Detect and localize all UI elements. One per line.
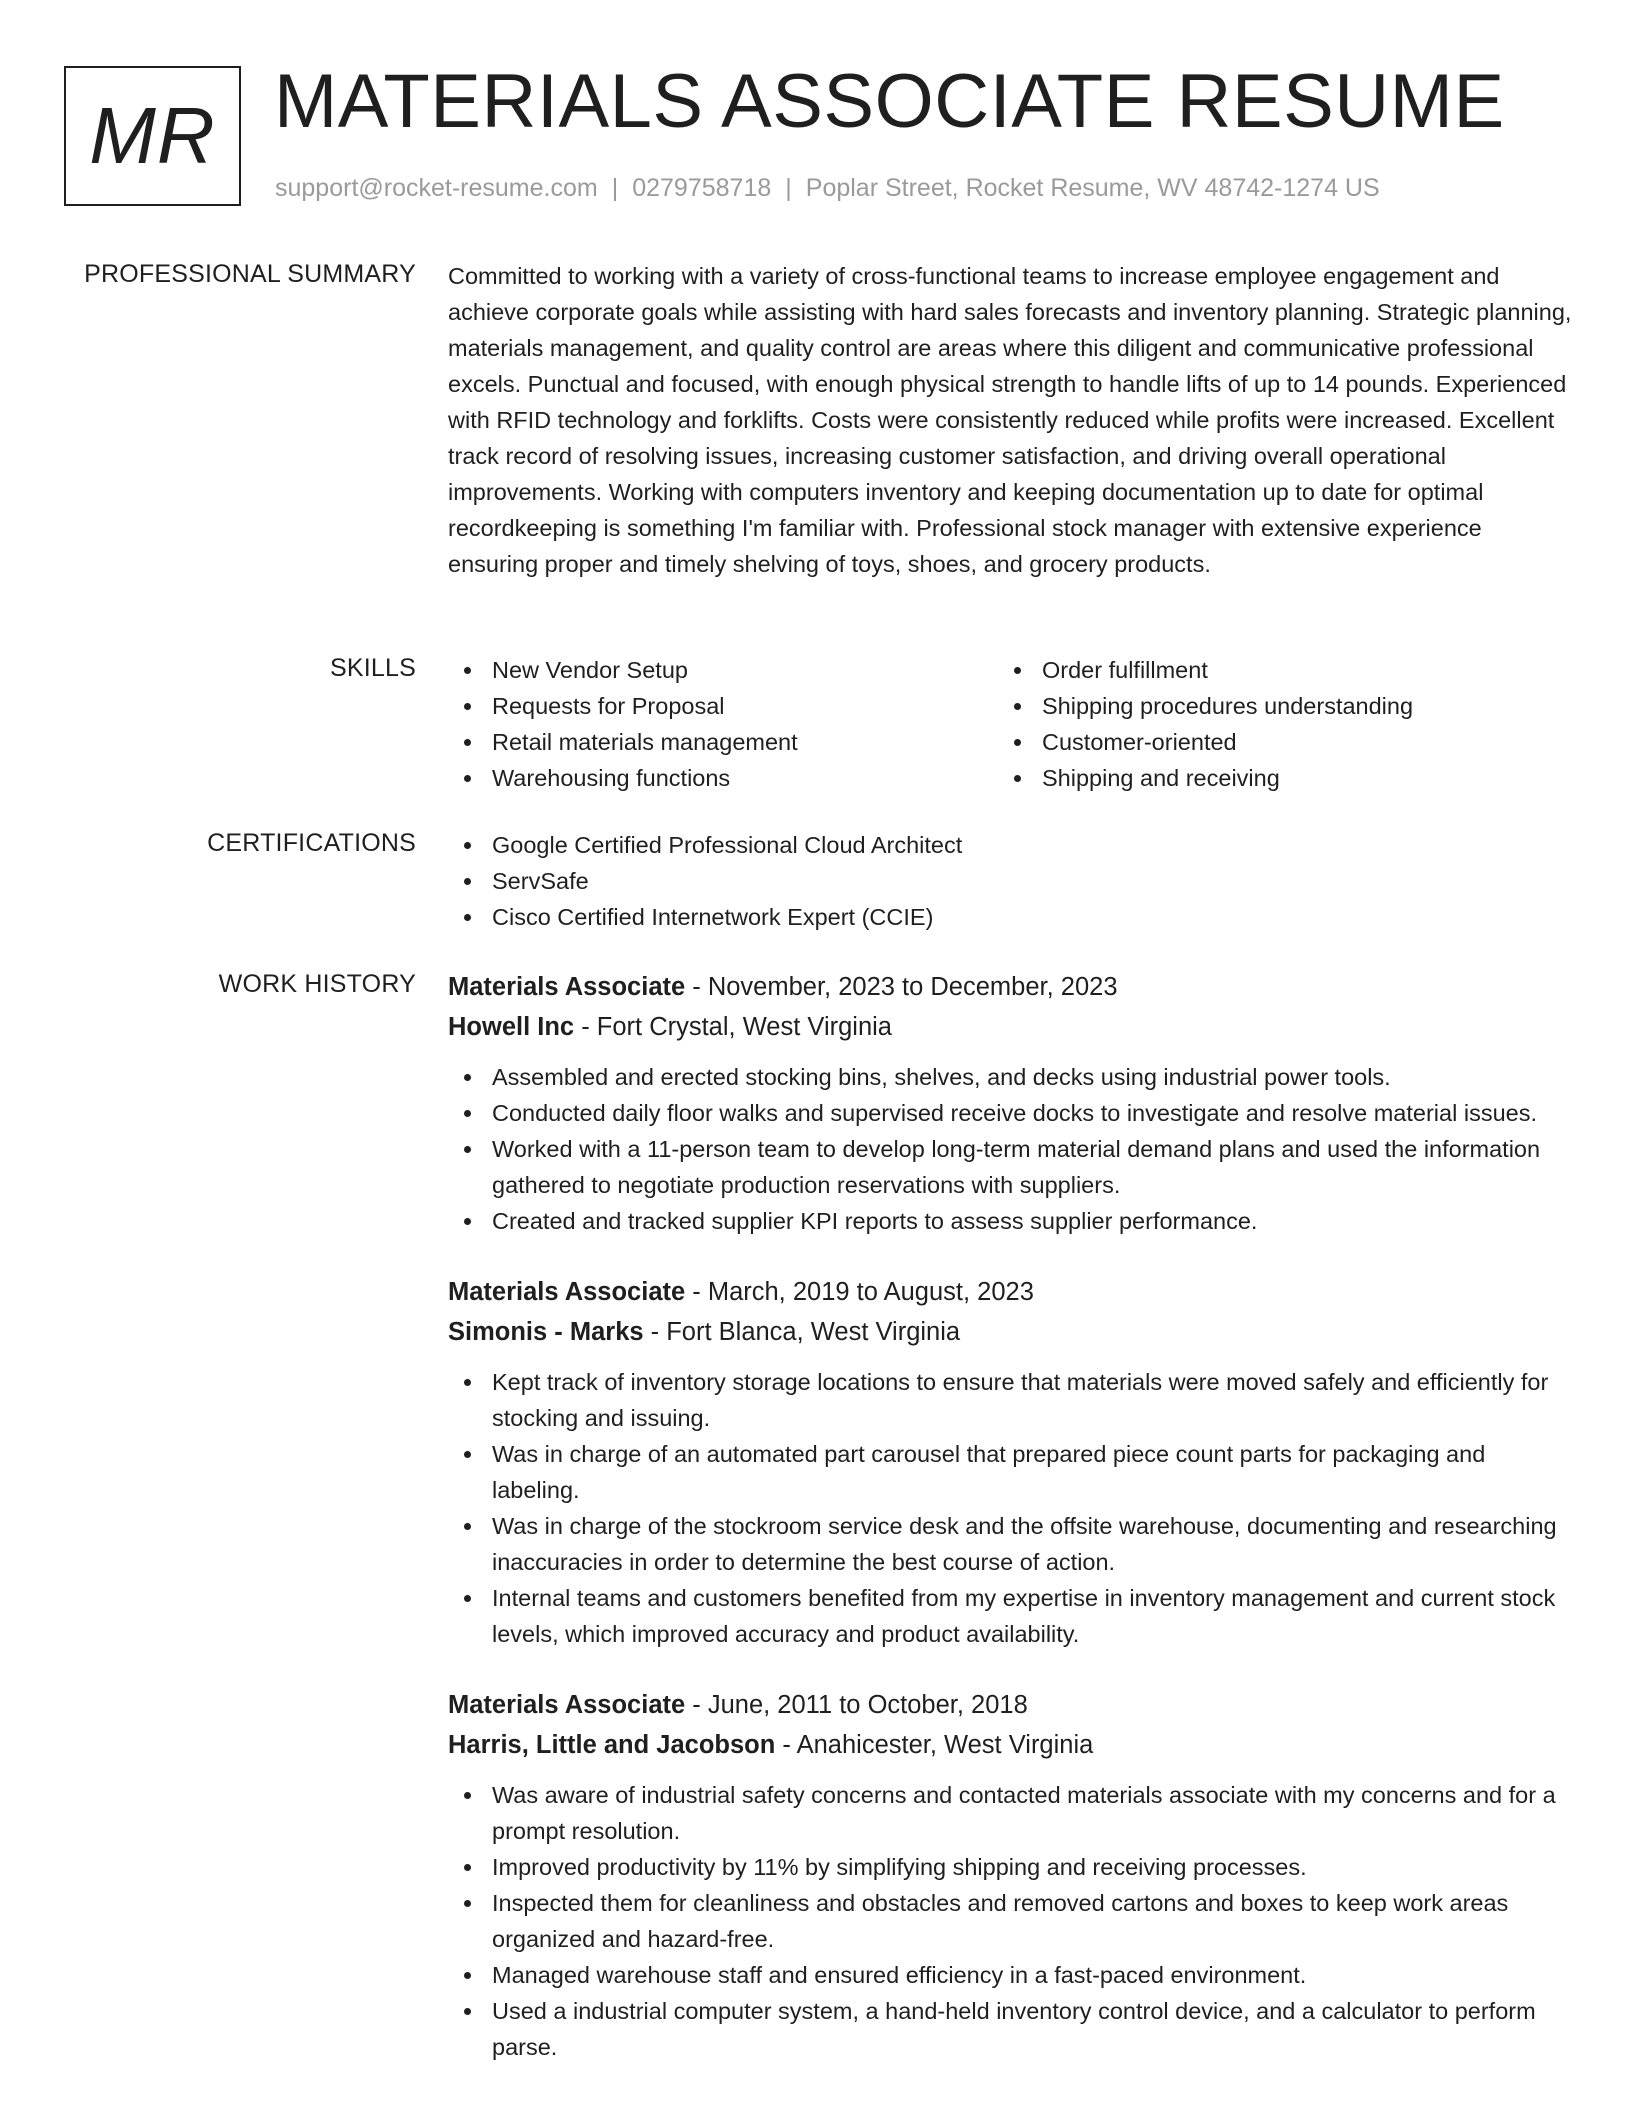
job-entry: [448, 1272, 1574, 1652]
skills-body: [448, 652, 1574, 796]
skill-item: Shipping procedures understanding: [998, 688, 1548, 724]
job-bullet: Was in charge of an automated part carousel that prepared piece count parts for packaging and labeling.: [448, 1436, 1574, 1508]
job-bullet: Was in charge of the stockroom service desk and the offsite warehouse, documenting and researching inaccuracies in order to determine the best course of action.: [448, 1508, 1574, 1580]
certifications-body: [448, 827, 1574, 935]
skill-item: Warehousing functions: [448, 760, 998, 796]
contact-address: Poplar Street, Rocket Resume, WV 48742-1274 US: [805, 174, 1380, 202]
job-dates: - June, 2011 to October, 2018: [685, 1691, 1028, 1719]
job-bullet: Worked with a 11-person team to develop long-term material demand plans and used the information gathered to negotiate production reservations with suppliers.: [448, 1131, 1574, 1203]
skills-column-1: [448, 652, 998, 796]
job-company-line: [448, 1725, 1574, 1765]
skill-item: Requests for Proposal: [448, 688, 998, 724]
skill-item: New Vendor Setup: [448, 652, 998, 688]
section-label-skills: SKILLS: [330, 654, 416, 682]
contact-email: support@rocket-resume.com: [275, 174, 598, 202]
skill-item: Retail materials management: [448, 724, 998, 760]
job-dates: - November, 2023 to December, 2023: [685, 973, 1118, 1001]
job-bullet: Conducted daily floor walks and supervised receive docks to investigate and resolve material issues.: [448, 1095, 1574, 1131]
job-location: - Fort Crystal, West Virginia: [574, 1013, 892, 1041]
job-entry: [448, 967, 1574, 1239]
resume-header: [64, 59, 1584, 214]
section-label-work-history: WORK HISTORY: [218, 970, 416, 998]
job-bullet: Internal teams and customers benefited from my expertise in inventory management and current stock levels, which improved accuracy and product availability.: [448, 1580, 1574, 1652]
contact-phone: 0279758718: [632, 174, 772, 202]
contact-line: [275, 174, 1380, 203]
job-company: Simonis - Marks: [448, 1318, 644, 1346]
job-title: Materials Associate: [448, 1691, 686, 1719]
job-bullet: Kept track of inventory storage locations to ensure that materials were moved safely and efficiently for stocking and issuing.: [448, 1364, 1574, 1436]
job-company-line: [448, 1312, 1574, 1352]
certification-item: Cisco Certified Internetwork Expert (CCIE): [448, 899, 1574, 935]
certification-item: ServSafe: [448, 863, 1574, 899]
job-bullet: Created and tracked supplier KPI reports to assess supplier performance.: [448, 1203, 1574, 1239]
job-bullet: Improved productivity by 11% by simplifying shipping and receiving processes.: [448, 1849, 1574, 1885]
job-company: Howell Inc: [448, 1013, 575, 1041]
job-bullet: Inspected them for cleanliness and obstacles and removed cartons and boxes to keep work areas organized and hazard-free.: [448, 1885, 1574, 1957]
job-bullet: Used a industrial computer system, a hand-held inventory control device, and a calculator to perform parse.: [448, 1993, 1574, 2065]
certifications-list: [448, 827, 1574, 935]
job-title-line: [448, 1272, 1574, 1312]
skill-item: Customer-oriented: [998, 724, 1548, 760]
job-bullet: Managed warehouse staff and ensured efficiency in a fast-paced environment.: [448, 1957, 1574, 1993]
skill-item: Order fulfillment: [998, 652, 1548, 688]
job-bullet: Assembled and erected stocking bins, shelves, and decks using industrial power tools.: [448, 1059, 1574, 1095]
summary-text: Committed to working with a variety of cross-functional teams to increase employee engagement and achieve corporate goals while assisting with hard sales forecasts and inventory planning. Strategic planning, materials management, and quality control are areas where this diligent and communicative professional excels. Punctual and focused, with enough physical strength to handle lifts of up to 14 pounds. Experienced with RFID technology and forklifts. Costs were consistently reduced while profits were increased. Excellent track record of resolving issues, increasing customer satisfaction, and driving overall operational improvements. Working with computers inventory and keeping documentation up to date for optimal recordkeeping is something I'm familiar with. Professional stock manager with extensive experience ensuring proper and timely shelving of toys, shoes, and grocery products.: [448, 263, 1572, 577]
job-bullets: [448, 1059, 1574, 1239]
contact-separator: |: [611, 174, 619, 202]
certification-item: Google Certified Professional Cloud Architect: [448, 827, 1574, 863]
section-label-certifications: CERTIFICATIONS: [207, 829, 416, 857]
job-location: - Fort Blanca, West Virginia: [643, 1318, 961, 1346]
job-title-line: [448, 1685, 1574, 1725]
page-title: MATERIALS ASSOCIATE RESUME: [274, 59, 1505, 144]
skills-grid: [448, 652, 1574, 796]
job-company-line: [448, 1007, 1574, 1047]
job-location: - Anahicester, West Virginia: [775, 1731, 1094, 1759]
job-title-line: [448, 967, 1574, 1007]
job-dates: - March, 2019 to August, 2023: [685, 1278, 1034, 1306]
job-title: Materials Associate: [448, 1278, 686, 1306]
work-history-body: [448, 967, 1574, 2098]
job-company: Harris, Little and Jacobson: [448, 1731, 776, 1759]
job-title: Materials Associate: [448, 973, 686, 1001]
contact-separator: |: [785, 174, 792, 202]
skills-column-2: [998, 652, 1548, 796]
skill-item: Shipping and receiving: [998, 760, 1548, 796]
job-bullets: [448, 1364, 1574, 1652]
summary-body: [448, 258, 1574, 582]
monogram-logo: MR: [64, 66, 241, 206]
section-label-summary: PROFESSIONAL SUMMARY: [84, 260, 416, 288]
job-bullets: [448, 1777, 1574, 2065]
job-entry: [448, 1685, 1574, 2065]
job-bullet: Was aware of industrial safety concerns and contacted materials associate with my concerns and for a prompt resolution.: [448, 1777, 1574, 1849]
